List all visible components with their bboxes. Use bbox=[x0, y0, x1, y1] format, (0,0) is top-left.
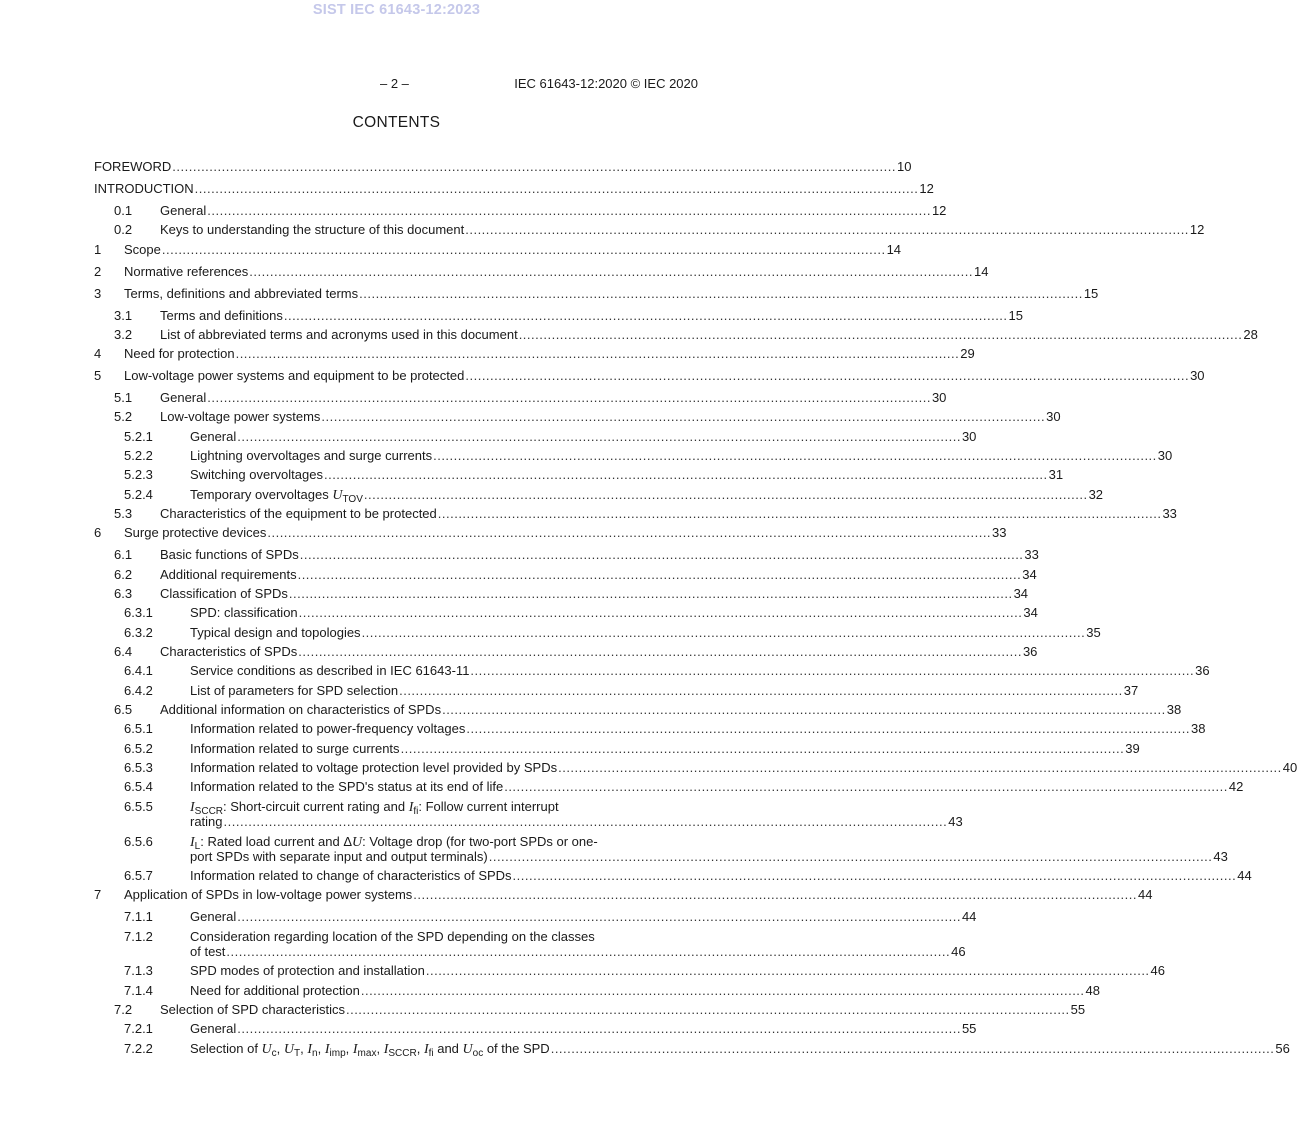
symbol: I bbox=[324, 1042, 330, 1057]
toc-page: 10 bbox=[896, 159, 912, 174]
toc-number: 3 bbox=[94, 286, 102, 301]
toc-title: Selection of bbox=[190, 1041, 262, 1056]
toc-title: Keys to understanding the structure of this document bbox=[160, 222, 465, 237]
toc-title-continued: rating bbox=[190, 814, 223, 829]
toc-title: Information related to change of characteristics of SPDs bbox=[190, 868, 512, 883]
toc-number: 7.2.2 bbox=[124, 1041, 153, 1056]
subscript: L bbox=[194, 841, 201, 852]
toc-number: 5.3 bbox=[114, 506, 133, 521]
toc-title: List of parameters for SPD selection bbox=[190, 683, 399, 698]
toc-number: 0.2 bbox=[114, 222, 133, 237]
subscript: c bbox=[271, 1048, 277, 1059]
toc-number: 6.5.3 bbox=[124, 760, 153, 775]
document-reference: IEC 61643-12:2020 © IEC 2020 bbox=[514, 76, 698, 91]
toc-title: SPD modes of protection and installation bbox=[190, 963, 425, 978]
toc-number: 6.5.4 bbox=[124, 779, 153, 794]
subscript: oc bbox=[472, 1048, 484, 1059]
toc-number: 0.1 bbox=[114, 203, 133, 218]
subscript: fi bbox=[428, 1048, 434, 1059]
toc-title: Additional requirements bbox=[160, 567, 297, 582]
toc-page: 33 bbox=[1162, 506, 1177, 521]
toc-page: 46 bbox=[1150, 963, 1166, 978]
subscript: fi bbox=[413, 806, 419, 817]
toc-page: 39 bbox=[1125, 741, 1140, 756]
toc-page: 36 bbox=[1195, 663, 1210, 678]
toc-title: Typical design and topologies bbox=[190, 625, 361, 640]
toc-title: : Follow current interrupt bbox=[418, 799, 559, 814]
toc-title: FOREWORD bbox=[94, 159, 172, 174]
toc-number: 5 bbox=[94, 368, 102, 383]
toc-page: 55 bbox=[1070, 1002, 1086, 1017]
symbol: I bbox=[307, 1042, 313, 1057]
toc-page: 36 bbox=[1022, 644, 1038, 659]
toc-number: 7.1.3 bbox=[124, 963, 153, 978]
toc-title: Scope bbox=[124, 242, 161, 257]
toc-number: 6.3.2 bbox=[124, 625, 153, 640]
toc-title: SPD: classification bbox=[190, 605, 298, 620]
toc-number: 1 bbox=[94, 242, 102, 257]
toc-number: 3.2 bbox=[114, 327, 133, 342]
page-number: – 2 – bbox=[380, 76, 409, 91]
toc-page: 37 bbox=[1123, 683, 1139, 698]
toc-title: of the SPD bbox=[483, 1041, 550, 1056]
symbol: U bbox=[462, 1042, 473, 1057]
toc-page: 31 bbox=[1048, 467, 1064, 482]
toc-number: 6.5.1 bbox=[124, 721, 153, 736]
toc-title: Characteristics of SPDs bbox=[160, 644, 298, 659]
toc-page: 15 bbox=[1083, 286, 1099, 301]
toc-number: 5.2.3 bbox=[124, 467, 153, 482]
symbol: U bbox=[332, 488, 343, 503]
subscript: SCCR bbox=[194, 806, 224, 817]
toc-page: 43 bbox=[1213, 849, 1228, 864]
toc-entry-6-5-5[interactable]: 6.5.5 $I_{SCCR}$: Short-circuit current rating and $I_{fi}$: Follow current interrupt rating ................................................................................................................................................................................ 43 bbox=[124, 799, 963, 829]
toc-title: General bbox=[190, 909, 237, 924]
toc-number: 6.5.7 bbox=[124, 868, 153, 883]
toc-title: Switching overvoltages bbox=[190, 467, 323, 482]
toc-number: 4 bbox=[94, 346, 102, 361]
toc-title: Information related to the SPD's status at its end of life bbox=[190, 779, 504, 794]
toc-number: 5.1 bbox=[114, 390, 133, 405]
toc-title: General bbox=[160, 390, 207, 405]
toc-number: 6.5.2 bbox=[124, 741, 153, 756]
toc-page: 30 bbox=[931, 390, 947, 405]
toc-page: 30 bbox=[1190, 368, 1205, 383]
toc-title: Need for protection bbox=[124, 346, 235, 361]
toc-title: Consideration regarding location of the SPD depending on the classes bbox=[190, 929, 595, 944]
toc-title: Classification of SPDs bbox=[160, 586, 288, 601]
symbol: U bbox=[283, 1042, 295, 1057]
toc-number: 7.1.4 bbox=[124, 983, 153, 998]
toc-page: 56 bbox=[1275, 1041, 1290, 1056]
toc-title: Application of SPDs in low-voltage power systems bbox=[124, 887, 413, 902]
toc-entry-7-1-2[interactable]: 7.1.2 Consideration regarding location of the SPD depending on the classes of test ................................................................................................................................................................................ 46 bbox=[124, 929, 966, 959]
toc-entry-6-5-6[interactable]: 6.5.6 $I_L$: Rated load current and ΔU: Voltage drop (for two-port SPDs or one- port SPDs with separate input and output terminals) ................................................................................................................................................................................ 43 bbox=[124, 834, 1228, 864]
toc-title: General bbox=[190, 429, 237, 444]
toc-page: 44 bbox=[1137, 887, 1153, 902]
symbol: I bbox=[190, 800, 195, 815]
symbol: U bbox=[352, 835, 363, 850]
toc-title-continued: of test bbox=[190, 944, 226, 959]
toc-page: 12 bbox=[1189, 222, 1205, 237]
toc-title: and bbox=[433, 1041, 463, 1056]
toc-number: 7.1.2 bbox=[124, 929, 153, 944]
toc-title: Characteristics of the equipment to be protected bbox=[160, 506, 437, 521]
toc-title: : Short-circuit current rating and bbox=[223, 799, 409, 814]
toc-title: INTRODUCTION bbox=[94, 181, 194, 196]
toc-title: Information related to surge currents bbox=[190, 741, 400, 756]
symbol: I bbox=[352, 1042, 358, 1057]
table-of-contents: FOREWORD ................................................................................................................................................................................ 10 INTRODUCTION ................................................................................................................................................................................ 12 0.1 General ................................................................................................................................................................................ 12 0.2 Keys to understanding the structure of this document ................................................................................................................................................................................ 12 1 Scope ................................................................................................................................................................................ 14 2 Normative references ................................................................................................................................................................................ 14 3 Terms, definitions and abbreviated terms ................................................................................................................................................................................ 15 3.1 Terms and definitions ................................................................................................................................................................................ 15 3.2 List of abbreviated terms and acronyms used in this document ................................................................................................................................................................................ 28 4 Need for protection ................................................................................................................................................................................ 29 5 Low-voltage power systems and equipment to be protected ................................................................................................................................................................................ 30 5.1 General ................................................................................................................................................................................ 30 5.2 Low-voltage power systems ................................................................................................................................................................................ 30 5.2.1 General ................................................................................................................................................................................ 30 5.2.2 Lightning overvoltages and surge currents ................................................................................................................................................................................ 30 5.2.3 Switching overvoltages ................................................................................................................................................................................ 31 5.2.4 Temporary overvoltages $U_{TOV}$ ................................................................................................................................................................................ 32 5.3 Characteristics of the equipment to be protected ................................................................................................................................................................................ 33 6 Surge protective devices ................................................................................................................................................................................ 33 6.1 Basic functions of SPDs ................................................................................................................................................................................ 33 6.2 Additional requirements ................................................................................................................................................................................ 34 6.3 Classification of SPDs ................................................................................................................................................................................ 34 6.3.1 SPD: classification ................................................................................................................................................................................ 34 6.3.2 Typical design and topologies ................................................................................................................................................................................ 35 6.4 Characteristics of SPDs ................................................................................................................................................................................ 36 6.4.1 Service conditions as described in IEC 61643-11 ................................................................................................................................................................................ 36 6.4.2 List of parameters for SPD selection ................................................................................................................................................................................ 37 6.5 Additional information on characteristics of SPDs ................................................................................................................................................................................ 38 6.5.1 Information related to power-frequency voltages ................................................................................................................................................................................ 38 6.5.2 Information related to surge currents ................................................................................................................................................................................ 39 6.5.3 Information related to voltage protection level provided by SPDs ................................................................................................................................................................................ 40 6.5.4 Information related to the SPD's status at its end of life ................................................................................................................................................................................ 42 6.5.5 $I_{SCCR}$: Short-circuit current rating and $I_{fi}$: Follow current interrupt rating ................................................................................................................................................................................ 43 6.5.6 $I_L$: Rated load current and ΔU: Voltage drop (for two-port SPDs or one- port SPDs with separate input and output terminals) ................................................................................................................................................................................ 43 6.5.7 Information related to change of characteristics of SPDs ................................................................................................................................................................................ 44 7 Application of SPDs in low-voltage power systems ................................................................................................................................................................................ 44 7.1.1 General ................................................................................................................................................................................ 44 7.1.2 Consideration regarding location of the SPD depending on the classes of test ................................................................................................................................................................................ 46 7.1.3 SPD modes of protection and installation ................................................................................................................................................................................ 46 7.1.4 Need for additional protection ................................................................................................................................................................................ 48 7.2 Selection of SPD characteristics ................................................................................................................................................................................ 55 7.2.1 General ................................................................................................................................................................................ 55 7.2.2 Selection of $U_c$, $U_T$, $I_n$, $I_{imp}$, $I_{max}$, $I_{SCCR}$, $I_{fi}$ and $U_{oc}$ of the SPD ................................................................................................................................................................................ 56 bbox=[0, 0, 793, 1122]
symbol: U bbox=[261, 1042, 272, 1057]
toc-number: 3.1 bbox=[114, 308, 133, 323]
symbol: I bbox=[383, 1042, 389, 1057]
toc-number: 6.5.5 bbox=[124, 799, 153, 814]
toc-page: 38 bbox=[1166, 702, 1182, 717]
toc-number: 5.2.1 bbox=[124, 429, 153, 444]
toc-page: 40 bbox=[1282, 760, 1297, 775]
toc-page: 34 bbox=[1013, 586, 1029, 601]
toc-page: 33 bbox=[1024, 547, 1039, 562]
toc-number: 5.2.4 bbox=[124, 487, 153, 502]
toc-page: 35 bbox=[1086, 625, 1101, 640]
toc-page: 43 bbox=[948, 814, 963, 829]
toc-number: 7.1.1 bbox=[124, 909, 153, 924]
toc-title-continued: port SPDs with separate input and output terminals) bbox=[190, 849, 488, 864]
subscript: imp bbox=[329, 1048, 346, 1059]
toc-number: 7.2.1 bbox=[124, 1021, 153, 1036]
toc-page: 30 bbox=[961, 429, 977, 444]
symbol: I bbox=[408, 800, 414, 815]
toc-page: 33 bbox=[992, 525, 1007, 540]
toc-title: Temporary overvoltages bbox=[190, 487, 329, 502]
toc-page: 55 bbox=[961, 1021, 977, 1036]
toc-title: Additional information on characteristics of SPDs bbox=[160, 702, 442, 717]
toc-page: 12 bbox=[919, 181, 934, 196]
toc-page: 46 bbox=[951, 944, 966, 959]
toc-page: 34 bbox=[1022, 567, 1037, 582]
subscript: T bbox=[294, 1048, 301, 1059]
toc-page: 14 bbox=[973, 264, 989, 279]
toc-number: 6.3.1 bbox=[124, 605, 153, 620]
toc-number: 6.5 bbox=[114, 702, 133, 717]
symbol: I bbox=[423, 1042, 429, 1057]
toc-page: 14 bbox=[886, 242, 902, 257]
toc-title: General bbox=[190, 1021, 237, 1036]
toc-title: Terms and definitions bbox=[160, 308, 283, 323]
subscript: max bbox=[357, 1048, 377, 1059]
toc-title: Selection of SPD characteristics bbox=[160, 1002, 345, 1017]
toc-number: 2 bbox=[94, 264, 102, 279]
toc-title: Low-voltage power systems bbox=[160, 409, 321, 424]
toc-number: 6.4 bbox=[114, 644, 133, 659]
toc-title: Lightning overvoltages and surge currents bbox=[190, 448, 433, 463]
toc-number: 7.2 bbox=[114, 1002, 133, 1017]
toc-number: 6.4.1 bbox=[124, 663, 153, 678]
subscript: SCCR bbox=[388, 1048, 417, 1059]
toc-title: General bbox=[160, 203, 207, 218]
toc-page: 44 bbox=[1237, 868, 1252, 883]
toc-title: Need for additional protection bbox=[190, 983, 360, 998]
toc-number: 6.1 bbox=[114, 547, 133, 562]
toc-title: : Voltage drop (for two-port SPDs or one- bbox=[362, 834, 598, 849]
toc-page: 29 bbox=[960, 346, 975, 361]
toc-page: 12 bbox=[931, 203, 947, 218]
toc-title: : Rated load current and Δ bbox=[200, 834, 353, 849]
toc-number: 5.2.2 bbox=[124, 448, 153, 463]
toc-page: 28 bbox=[1243, 327, 1258, 342]
subscript: TOV bbox=[342, 494, 363, 505]
toc-title: Surge protective devices bbox=[124, 525, 267, 540]
toc-number: 6.4.2 bbox=[124, 683, 153, 698]
toc-page: 44 bbox=[961, 909, 977, 924]
toc-page: 15 bbox=[1008, 308, 1023, 323]
toc-page: 30 bbox=[1046, 409, 1061, 424]
toc-title: Basic functions of SPDs bbox=[160, 547, 299, 562]
subscript: n bbox=[312, 1048, 318, 1059]
toc-number: 6 bbox=[94, 525, 102, 540]
toc-title: Service conditions as described in IEC 61643-11 bbox=[190, 663, 470, 678]
toc-title: Information related to power-frequency voltages bbox=[190, 721, 466, 736]
toc-number: 6.2 bbox=[114, 567, 133, 582]
toc-number: 7 bbox=[94, 887, 102, 902]
toc-title: Information related to voltage protection level provided by SPDs bbox=[190, 760, 558, 775]
toc-number: 5.2 bbox=[114, 409, 133, 424]
toc-page: 42 bbox=[1228, 779, 1244, 794]
watermark: SIST IEC 61643-12:2023 bbox=[312, 2, 481, 18]
toc-title: Terms, definitions and abbreviated terms bbox=[124, 286, 359, 301]
contents-title: CONTENTS bbox=[352, 114, 441, 131]
toc-page: 38 bbox=[1191, 721, 1206, 736]
toc-page: 32 bbox=[1088, 487, 1104, 502]
toc-title: Normative references bbox=[124, 264, 249, 279]
toc-number: 6.3 bbox=[114, 586, 133, 601]
toc-page: 30 bbox=[1157, 448, 1173, 463]
toc-title: Low-voltage power systems and equipment to be protected bbox=[124, 368, 465, 383]
toc-page: 34 bbox=[1023, 605, 1038, 620]
symbol: I bbox=[190, 835, 195, 850]
toc-number: 6.5.6 bbox=[124, 834, 153, 849]
toc-title: List of abbreviated terms and acronyms used in this document bbox=[160, 327, 518, 342]
toc-page: 48 bbox=[1085, 983, 1100, 998]
